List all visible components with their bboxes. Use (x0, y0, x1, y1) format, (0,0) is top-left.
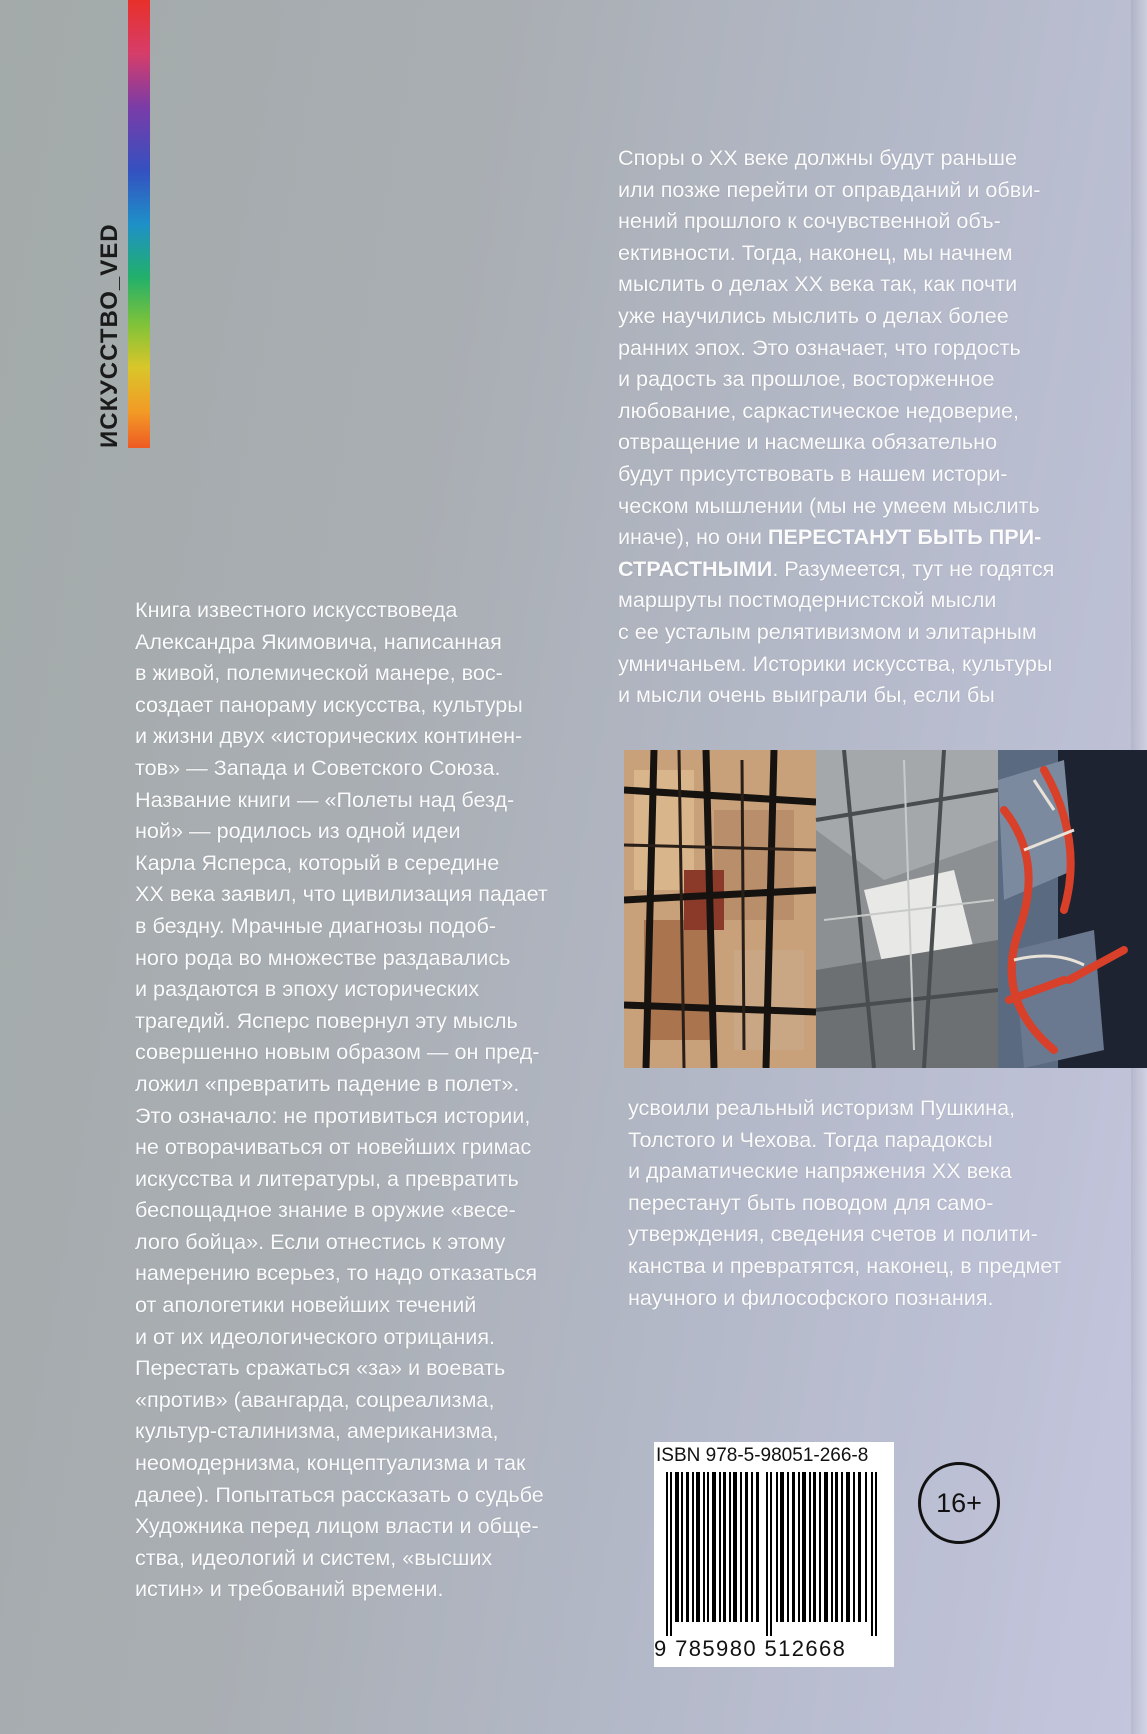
text-line: Карла Ясперса, который в середине (135, 849, 500, 875)
text-line: маршруты постмодернистской мысли (618, 587, 997, 613)
text-line: Это означало: не противиться истории, (135, 1102, 531, 1128)
text-line: умничаньем. Историки искусства, культуры (618, 650, 1053, 676)
text-line: трагедий. Ясперс повернул эту мысль (135, 1007, 518, 1033)
text-line: ложил «превратить падение в полет». (135, 1070, 520, 1096)
text-line: Александра Якимовича, написанная (135, 628, 502, 654)
isbn-barcode-block (654, 1442, 894, 1667)
text-line: перестанут быть поводом для само- (628, 1189, 994, 1215)
text-line-emphasis (618, 521, 1088, 553)
text-line: ХХ века заявил, что цивилизация падает (135, 881, 548, 907)
text-line: «против» (авангарда, соцреализма, (135, 1386, 495, 1412)
text-line: ективности. Тогда, наконец, мы начнем (618, 239, 1013, 265)
text-line: тов» — Запада и Советского Союза. (135, 754, 501, 780)
text-line: ной» — родилось из одной идеи (135, 818, 461, 844)
text-line: создает панораму искусства, культуры (135, 691, 523, 717)
text-line: Толстого и Чехова. Тогда парадоксы (628, 1126, 993, 1152)
rainbow-stripe (128, 0, 150, 448)
text-line: Споры о ХХ веке должны будут раньше (618, 145, 1017, 170)
series-title: ИСКУССТВО_VED (96, 223, 123, 448)
text-line: и мысли очень выиграли бы, если бы (618, 682, 995, 708)
annotation-text (135, 594, 575, 1605)
text-line: и раздаются в эпоху исторических (135, 976, 480, 1002)
artwork-collage (624, 750, 1147, 1068)
text-line: искусства и литературы, а превратить (135, 1165, 519, 1191)
text-line: усвоили реальный историзм Пушкина, (628, 1095, 1016, 1120)
text-line: отвращение и насмешка обязательно (618, 429, 998, 455)
text-line: научного и философского познания. (628, 1284, 994, 1310)
text-line: не отворачиваться от новейших гримас (135, 1134, 532, 1160)
text-run: иначе), но они (618, 524, 768, 550)
text-line: утверждения, сведения счетов и полити- (628, 1221, 1038, 1247)
barcode-icon (666, 1472, 882, 1636)
text-run: . Разумеется, тут не годятся (772, 555, 1055, 581)
text-line: или позже перейти от оправданий и обви- (618, 176, 1041, 202)
text-line: ного рода во множестве раздавались (135, 944, 511, 970)
text-line: мыслить о делах ХХ века так, как почти (618, 271, 1018, 297)
text-line: намерению всерьез, то надо отказаться (135, 1260, 538, 1286)
text-line: и жизни двух «исторических континен- (135, 723, 523, 749)
text-line: ческом мышлении (мы не умеем мыслить (618, 492, 1040, 518)
text-line: совершенно новым образом — он пред- (135, 1039, 540, 1065)
age-rating-badge: 16+ (918, 1462, 1000, 1544)
isbn-label: ISBN 978-5-98051-266-8 (656, 1445, 869, 1466)
text-line: канства и превратятся, наконец, в предмет (628, 1252, 1062, 1278)
barcode-digits: 9 785980 512668 (654, 1636, 847, 1661)
text-line: далее). Попытаться рассказать о судьбе (135, 1481, 544, 1507)
text-line: Название книги — «Полеты над безд- (135, 786, 515, 812)
text-line: ранних эпох. Это означает, что гордость (618, 334, 1021, 360)
text-line: будут присутствовать в нашем истори- (618, 460, 1008, 486)
text-line: уже научились мыслить о делах более (618, 302, 1009, 328)
text-line: и от их идеологического отрицания. (135, 1323, 496, 1349)
text-line: лого бойца». Если отнестись к этому (135, 1228, 506, 1254)
text-line: беспощадное знание в оружие «весе- (135, 1197, 516, 1223)
text-line: в бездну. Мрачные диагнозы подоб- (135, 912, 497, 938)
emphasis-run: СТРАСТНЫМИ (618, 555, 773, 581)
text-line: в живой, полемической манере, вос- (135, 660, 503, 686)
text-line: любование, саркастическое недоверие, (618, 397, 1020, 423)
text-line: ства, идеологий и систем, «высших (135, 1544, 493, 1570)
text-line: культур-сталинизма, американизма, (135, 1418, 499, 1444)
emphasis-run: ПЕРЕСТАНУТ БЫТЬ ПРИ- (767, 524, 1042, 550)
text-line-emphasis (618, 553, 1088, 585)
text-line: с ее усталым релятивизмом и элитарным (618, 618, 1037, 644)
text-line: и драматические напряжения ХХ века (628, 1158, 1012, 1184)
text-line: и радость за прошлое, восторженное (618, 366, 995, 392)
quote-text-top (618, 142, 1088, 711)
text-line: неомодернизма, концептуализма и так (135, 1450, 526, 1476)
text-line: Книга известного искусствоведа (135, 597, 458, 622)
artwork-image (624, 750, 1147, 1068)
text-line: нений прошлого к сочувственной объ- (618, 208, 1001, 234)
text-line: Художника перед лицом власти и обще- (135, 1513, 539, 1539)
text-line: истин» и требований времени. (135, 1576, 444, 1602)
quote-text-bottom (628, 1092, 1098, 1313)
text-line: от апологетики новейших течений (135, 1292, 477, 1318)
text-line: Перестать сражаться «за» и воевать (135, 1355, 506, 1381)
